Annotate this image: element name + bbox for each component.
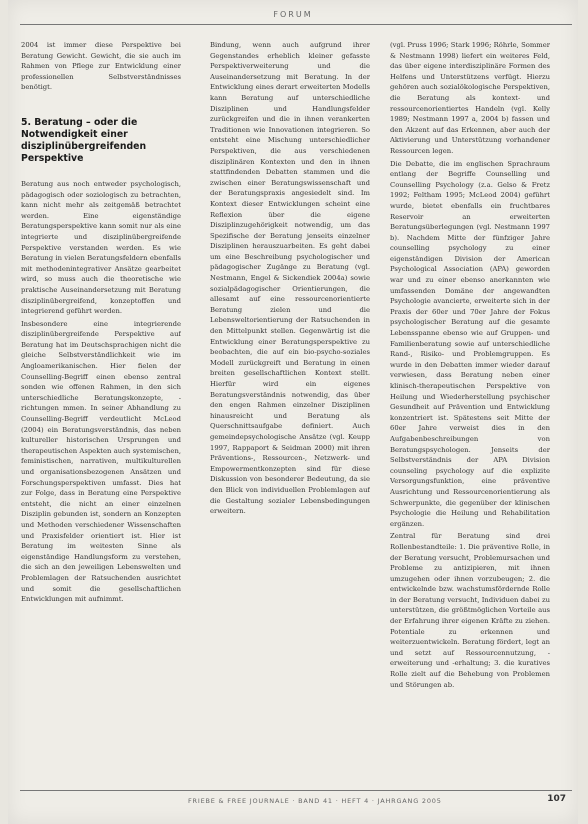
paragraph: (vgl. Pruss 1996; Stark 1996; Röhrle, Sommer & Nestmann 1998) liefert ein weiteres Feld, das über eigene interdisziplinäre Formen des Helfens und Unterstützens verfügt. Hierzu gehören auch sozialökologische Perspektiven, die Beratung als kontext- und ressourcenorientiertes Handeln (vgl. Kelly 1989; Nestmann 1997 a, 2004 b) fassen und den Akzent auf das Erkennen, aber auch der Aktivierung und Unterstützung vorhandener Ressourcen legen. xyxy=(390,41,550,155)
text-column-2 xyxy=(210,40,370,785)
document-page xyxy=(8,0,578,824)
text-column-1 xyxy=(21,40,181,785)
paragraph: Insbesondere eine integrierende disziplinübergreifende Perspektive auf Beratung hat im Deutschsprachigen nicht die gleiche Selbstverständlichkeit wie im Angloamerikanischen. Hier fielen der Counselling-Begriff einen ebenso zentral sonden wie offenen Rahmen, in den sich unterschiedliche Beratungskonzepte, -richtungen mmen. In seiner Abhandlung zu Counselling-Begriff verdeutlicht McLeod (2004) ein Beratungsverständnis, das neben kultureller historischen Ursprungen und therapeutischen Aspekten auch systemischen, feministischen, narrativen, multikulturellen und organisationsbezogenen Ansätzen und Forschungsperspektiven umfasst. Dies hat zur Folge, dass in Beratung eine Perspektive entsteht, die nicht an einer einzelnen Disziplin gebunden ist, sondern an Konzepten und Methoden verschiedener Wissenschaften und Praxisfelder orientiert ist. Hier ist Beratung im weitesten Sinne als eigenständige Handlungsform zu verstehen, die sich an den jeweiligen Lebenswelten und Problemlagen der Ratsuchenden ausrichtet und somit die gesellschaftlichen Entwicklungen mit aufnimmt. xyxy=(21,319,181,604)
section-heading: 5. Beratung – oder die Notwendigkeit einer disziplinübergreifenden Perspektive xyxy=(21,116,147,164)
footer-rule xyxy=(20,790,572,791)
page-number: 107 xyxy=(547,794,566,804)
paragraph: Beratung aus noch entweder psychologisch, pädagogisch oder soziologisch zu betrachten, kann nicht mehr als zeitgemäß betrachtet werden. Eine eigenständige Beratungsperspektive kann somit nur als eine integrierte und disziplinübergreifende Perspektive verstanden werden. Es wie Beratung in vielen Beratungsfeldern ebenfalls mit methodenintegrativer Ansätze gearbeitet wird, so muss auch die theoretische wie praktische Auseinandersetzung mit Beratung disziplinübergreifend, konzeptoffen und integrierend geführt werden. xyxy=(21,179,181,316)
paragraph: Bindung, wenn auch aufgrund ihrer Gegenstandes erheblich kleiner gefasste Perspektiverweiterung und die Auseinandersetzung mit Beratung. In der Entwicklung eines derart erweiterten Modells kann Beratung auf unterschiedliche Disziplinen und Handlungsfelder zurückgreifen und die in ihnen verankerten Traditionen wie Innovationen integrieren. So entsteht eine Mischung unterschiedlicher Perspektiven, die aus verschiedenen disziplinären Kontexten und den in ihnen stattfindenden Debatten stammen und die zwischen einer Beratungswissenschaft und der Beratungspraxis angesiedelt sind. Im Kontext dieser Entwicklungen scheint eine Reflexion über die eigene Disziplinzugehörigkeit notwendig, um das Spezifische der Beratung jenseits einzelner Disziplinen herauszuarbeiten. Es geht dabei um eine Beschreibung psychologischer und pädagogischer Zugänge zu Beratung (vgl. Nestmann, Engel & Sickendiek 2004a) sowie sozialpädagogischer Orientierungen, die allesamt auf eine ressourcenorientierte Beratung zielen und die Lebensweltorientierung der Ratsuchenden in den Mittelpunkt stellen. Gegenwärtig ist die Entwicklung einer Beratungsperspektive zu beobachten, die auf ein bio-psycho-soziales Modell zurückgreift und Beratung in einen breiten gesellschaftlichen Kontext stellt. Hierfür wird ein eigenes Beratungsverständnis notwendig, das über den engen Rahmen einzelner Disziplinen hinausreicht und Beratung als Querschnittsaufgabe definiert. Auch gemeindepsychologische Ansätze (vgl. Keupp 1997, Rappaport & Seidman 2000) mit ihren Präventions-, Ressourcen-, Netzwerk- und Empowermentkonzepten sind für diese Diskussion von besonderer Bedeutung, da sie den Blick von individuellen Problemlagen auf die Gestaltung sozialer Lebensbedingungen erweitern. xyxy=(210,41,370,516)
text-column-3 xyxy=(390,40,550,785)
header-rule xyxy=(20,24,572,25)
paragraph: 2004 ist immer diese Perspektive bei Beratung Gewicht. Gewicht, die sie auch im Rahmen von Pflege zur Entwicklung einer professionellen Selbstverständnisses benötigt. xyxy=(21,41,181,92)
journal-footer: FRIEBE & FREE JOURNALE · BAND 41 · HEFT 4 · JAHRGANG 2005 xyxy=(188,797,442,805)
paragraph: Die Debatte, die im englischen Sprachraum entlang der Begriffe Counselling und Counselling Psychology (z.a. Gelso & Fretz 1992; Feltham 1995; McLeod 2004) geführt wurde, bietet ebenfalls ein fruchtbares Reservoir an erweiterten Beratungsüberlegungen (vgl. Nestmann 1997 b). Nachdem Mitte der fünfziger Jahre counselling psychology zu einer eigenständigen Division der American Psychological Association (APA) geworden war und zu einer ebenso anerkannten wie umfassenden Domäne der angewandten Psychologie avancierte, erweiterte sich in der Praxis der 60er und 70er Jahre der Fokus psychologischer Beratung auf die gesamte Lebensspanne ebenso wie auf Gruppen- und Familienberatung sowie auf unterschiedliche Rand-, Risiko- und Problemgruppen. Es wurde in den Debatten immer wieder darauf verwiesen, dass Beratung neben einer klinisch-therapeutischen Perspektive von Heilung und Wiederherstellung psychischer Gesundheit auf Prävention und Entwicklung konzentriert ist. Spätestens seit Mitte der 60er Jahre verweist dies in den Aufgabenbeschreibungen von Beratungspsychologen. Jenseits der Selbstverständnis der APA Division counseling psychology auf die explizite Versorgungsfunktion, eine präventive Ausrichtung und Ressourcenorientierung als Schwerpunkte, die gegenüber der klinischen Psychologie die Heilung und Rehabilitation ergänzen. xyxy=(390,159,550,528)
paragraph: Zentral für Beratung sind drei Rollenbestandteile: 1. Die präventive Rolle, in der Beratung versucht, Problemursachen und Probleme zu antizipieren, mit ihnen umzugehen oder ihnen vorzubeugen; 2. die entwickelnde bzw. wachstumsfördernde Rolle in der Beratung versucht, Individuen dabei zu unterstützen, die größtmöglichen Vorteile aus der Erfahrung ihrer eigenen Kräfte zu ziehen. Potentiale zu erkennen und weiterzuentwickeln. Beratung fördert, legt an und setzt auf Ressourcennutzung, -erweiterung und -erhaltung; 3. die kuratives Rolle zielt auf die Behebung von Problemen und Störungen ab. xyxy=(390,532,550,689)
running-header: FORUM xyxy=(273,10,313,19)
